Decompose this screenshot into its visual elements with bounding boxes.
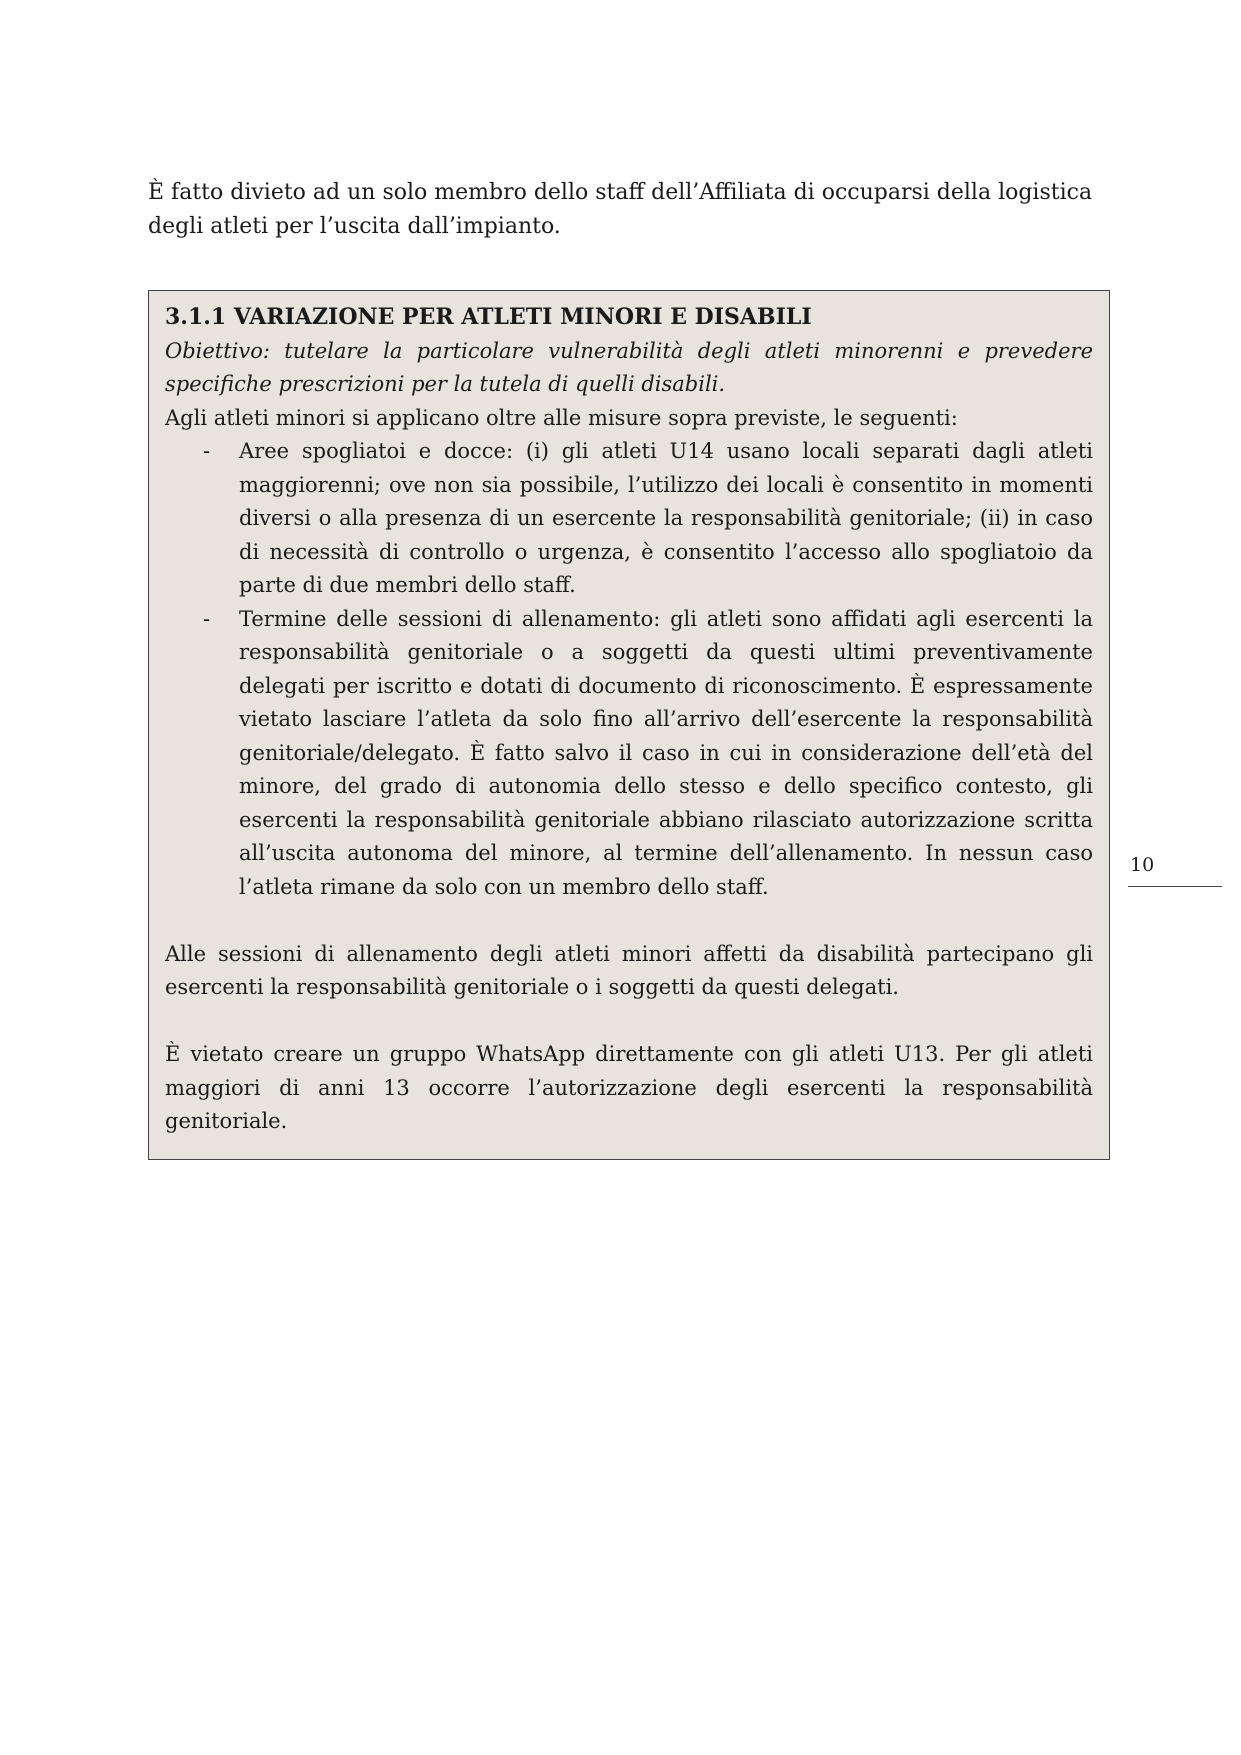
intro-paragraph: È fatto divieto ad un solo membro dello staff dell’Affiliata di occuparsi della logistica degli atleti per l’uscita dall’impianto.: [148, 180, 1093, 239]
bullet-dash: -: [203, 439, 211, 463]
lead-text: Agli atleti minori si applicano oltre alle misure sopra previste, le seguenti:: [165, 405, 958, 430]
measures-list: [165, 435, 1093, 904]
page-number-rule: [1128, 886, 1222, 887]
list-item: [165, 603, 1093, 905]
bullet-dash: -: [203, 606, 211, 631]
list-item: [165, 435, 1093, 603]
section-title: 3.1.1 VARIAZIONE PER ATLETI MINORI E DISABILI: [165, 304, 812, 330]
page-number: 10: [1130, 854, 1155, 876]
whatsapp-paragraph: È vietato creare un gruppo WhatsApp direttamente con gli atleti U13. Per gli atleti maggiori di anni 13 occorre l’autorizzazione degli esercenti la responsabilità genitoriale.: [165, 1042, 1093, 1133]
list-item-text: Termine delle sessioni di allenamento: gli atleti sono affidati agli esercenti la responsabilità genitoriale o a soggetti da questi ultimi preventivamente delegati per iscritto e dotati di documento di riconoscimento. È espressamente vietato lasciare l’atleta da solo fino all’arrivo dell’esercente la responsabilità genitoriale/delegato. È fatto salvo il caso in cui in considerazione dell’età del minore, del grado di autonomia dello stesso e dello specifico contesto, gli esercenti la responsabilità genitoriale abbiano rilasciato autorizzazione scritta all’uscita autonoma del minore, al termine dell’allenamento. In nessun caso l’atleta rimane da solo con un membro dello staff.: [239, 606, 1093, 899]
objective-text: Obiettivo: tutelare la particolare vulnerabilità degli atleti minorenni e prevedere specifiche prescrizioni per la tutela di quelli disabili.: [165, 338, 1093, 396]
list-item-text: Aree spogliatoi e docce: (i) gli atleti U14 usano locali separati dagli atleti maggiorenni; ove non sia possibile, l’utilizzo dei locali è consentito in momenti diversi o alla presenza di un esercente la responsabilità genitoriale; (ii) in caso di necessità di controllo o urgenza, è consentito l’accesso allo spogliatoio da parte di due membri dello staff.: [239, 439, 1093, 597]
disabled-athletes-paragraph: Alle sessioni di allenamento degli atleti minori affetti da disabilità partecipano gli esercenti la responsabilità genitoriale o i soggetti da questi delegati.: [165, 941, 1093, 999]
highlight-box: [148, 290, 1110, 1160]
